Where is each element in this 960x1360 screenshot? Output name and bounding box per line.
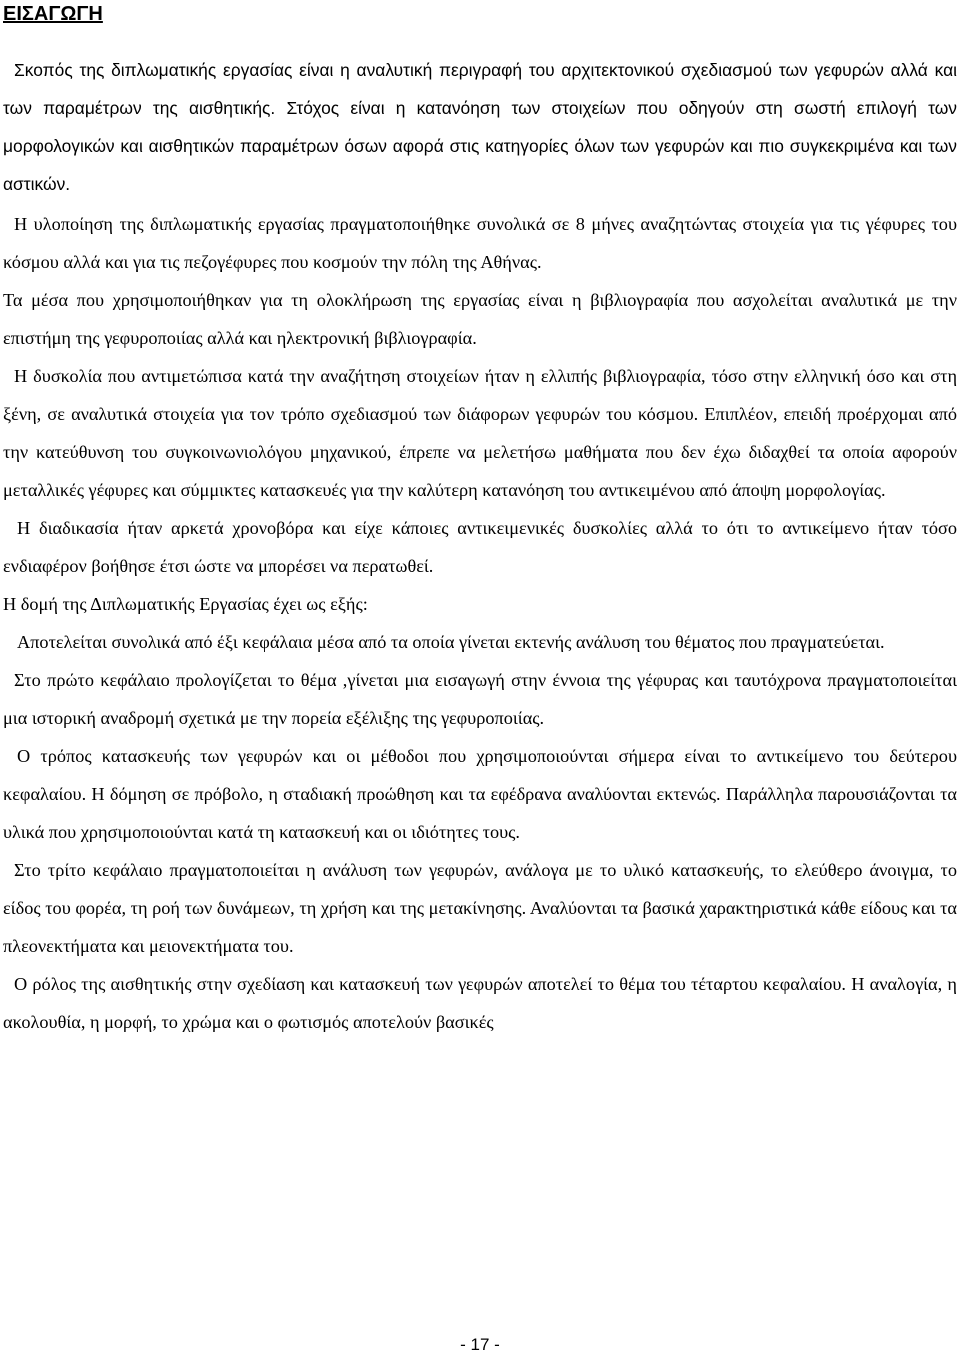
paragraph-chapter-two: Ο τρόπος κατασκευής των γεφυρών και οι μέθοδοι που χρησιμοποιούνται σήμερα είναι το αντικείμενο του δεύτερου κεφαλαίου. Η δόμηση σε πρόβολο, η σταδιακή προώθηση και τα εφέδρανα αναλύονται εκτενώς. Παράλληλα παρουσιάζονται τα υλικά που χρησιμοποιούνται κατά τη κατασκευή και οι ιδιότητες τους. (3, 746, 957, 842)
paragraph-process: Η διαδικασία ήταν αρκετά χρονοβόρα και είχε κάποιες αντικειμενικές δυσκολίες αλλά το ότι το αντικείμενο ήταν τόσο ενδιαφέρον βοήθησε έτσι ώστε να μπορέσει να περατωθεί. (3, 518, 957, 576)
section-heading: ΕΙΣΑΓΩΓΗ (3, 3, 103, 25)
paragraph-chapter-one: Στο πρώτο κεφάλαιο προλογίζεται το θέμα ,γίνεται μια εισαγωγή στην έννοια της γέφυρας και ταυτόχρονα πραγματοποιείται μια ιστορική αναδρομή σχετικά με την πορεία εξέλιξης της γεφυροποιίας. (3, 670, 957, 728)
paragraph-chapter-three: Στο τρίτο κεφάλαιο πραγματοποιείται η ανάλυση των γεφυρών, ανάλογα με το υλικό κατασκευής, το ελεύθερο άνοιγμα, το είδος του φορέα, τη ροή των δυνάμεων, τη χρήση και της μετακίνησης. Αναλύονται τα βασικά χαρακτηριστικά κάθε είδους και τα πλεονεκτήματα και μειονεκτήματα του. (3, 860, 957, 956)
paragraph-structure-intro: Η δομή της Διπλωματικής Εργασίας έχει ως εξής: (3, 594, 368, 614)
paragraph-implementation: Η υλοποίηση της διπλωματικής εργασίας πραγματοποιήθηκε συνολικά σε 8 μήνες αναζητώντας στοιχεία για τις γέφυρες του κόσμου αλλά και για τις πεζογέφυρες που κοσμούν την πόλη της Αθήνας. (3, 214, 957, 272)
paragraph-chapters-overview: Αποτελείται συνολικά από έξι κεφάλαια μέσα από τα οποία γίνεται εκτενής ανάλυση του θέματος που πραγματεύεται. (17, 632, 885, 652)
paragraph-purpose: Σκοπός της διπλωματικής εργασίας είναι η αναλυτική περιγραφή του αρχιτεκτονικού σχεδιασμού των γεφυρών αλλά και των παραμέτρων της αισθητικής. Στόχος είναι η κατανόηση των στοιχείων που οδηγούν στη σωστή επιλογή των μορφολογικών και αισθητικών παραμέτρων όσων αφορά στις κατηγορίες όλων των γεφυρών και πιο συγκεκριμένα και των αστικών. (3, 60, 957, 194)
paragraph-difficulty: Η δυσκολία που αντιμετώπισα κατά την αναζήτηση στοιχείων ήταν η ελλιπής βιβλιογραφία, τόσο στην ελληνική όσο και στη ξένη, σε αναλυτικά στοιχεία για τον τρόπο σχεδιασμού των διάφορων γεφυρών του κόσμου. Επιπλέον, επειδή προέρχομαι από την κατεύθυνση του συγκοινωνιολόγου μηχανικού, έπρεπε να μελετήσω μαθήματα που δεν έχω διδαχθεί τα οποία αφορούν μεταλλικές γέφυρες και σύμμικτες κατασκευές για την καλύτερη κατανόηση του αντικειμένου από άποψη μορφολογίας. (3, 366, 957, 500)
paragraph-means: Τα μέσα που χρησιμοποιήθηκαν για τη ολοκλήρωση της εργασίας είναι η βιβλιογραφία που ασχολείται αναλυτικά με την επιστήμη της γεφυροποιίας αλλά και ηλεκτρονική βιβλιογραφία. (3, 290, 957, 348)
page-number: - 17 - (460, 1335, 500, 1354)
paragraph-chapter-four: Ο ρόλος της αισθητικής στην σχεδίαση και κατασκευή των γεφυρών αποτελεί το θέμα του τέταρτου κεφαλαίου. Η αναλογία, η ακολουθία, η μορφή, το χρώμα και ο φωτισμός αποτελούν βασικές (3, 974, 957, 1032)
